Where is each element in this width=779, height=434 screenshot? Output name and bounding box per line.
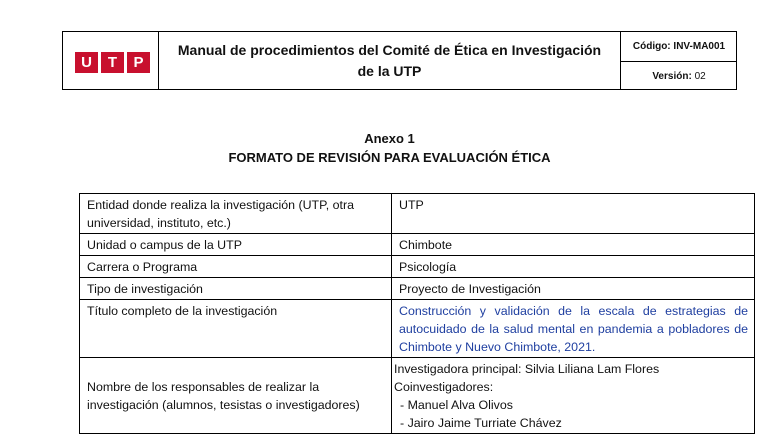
ethics-review-form [79, 193, 755, 434]
logo-letter: U [75, 52, 98, 73]
co-investigator: - Jairo Jaime Turriate Chávez [400, 416, 562, 430]
title-line: de la UTP [357, 63, 422, 79]
row-label: Unidad o campus de la UTP [80, 234, 392, 256]
logo-letter: T [101, 52, 124, 73]
row-value: Chimbote [392, 234, 755, 256]
row-label: Entidad donde realiza la investigación (UTP, otra universidad, instituto, etc.) [80, 194, 392, 234]
research-title-value: Construcción y validación de la escala de estrategias de autocuidado de la salud mental en pandemia a pobladores de Chimbote y Nuevo Chimbote, 2021. [392, 300, 755, 358]
principal-investigator: Investigadora principal: Silvia Liliana Lam Flores [394, 362, 660, 376]
version-value: 02 [694, 71, 706, 82]
logo-letter: P [127, 52, 150, 73]
utp-logo [75, 52, 150, 73]
row-label: Tipo de investigación [80, 278, 392, 300]
row-label: Carrera o Programa [80, 256, 392, 278]
co-investigator: - Manuel Alva Olivos [400, 398, 513, 412]
document-header [62, 31, 737, 90]
table-row [80, 256, 755, 278]
responsibles-value [392, 358, 755, 434]
row-value: Psicología [392, 256, 755, 278]
row-label: Título completo de la investigación [80, 300, 392, 358]
row-value: UTP [392, 194, 755, 234]
table-row [80, 234, 755, 256]
co-investigators-label: Coinvestigadores: [394, 380, 494, 394]
document-code: Código: INV-MA001 [632, 41, 726, 52]
document-version [621, 62, 737, 90]
annex-subtitle: FORMATO DE REVISIÓN PARA EVALUACIÓN ÉTICA [228, 150, 551, 165]
table-row [80, 358, 755, 434]
table-row [80, 300, 755, 358]
version-label: Versión: [652, 71, 692, 82]
row-label: Nombre de los responsables de realizar la investigación (alumnos, tesistas o investigadores) [80, 358, 392, 434]
document-title [159, 40, 620, 82]
annex-title: Anexo 1 [364, 131, 415, 146]
table-row [80, 194, 755, 234]
row-value: Proyecto de Investigación [392, 278, 755, 300]
table-row [80, 278, 755, 300]
title-line: Manual de procedimientos del Comité de Ética en Investigación [177, 42, 602, 58]
